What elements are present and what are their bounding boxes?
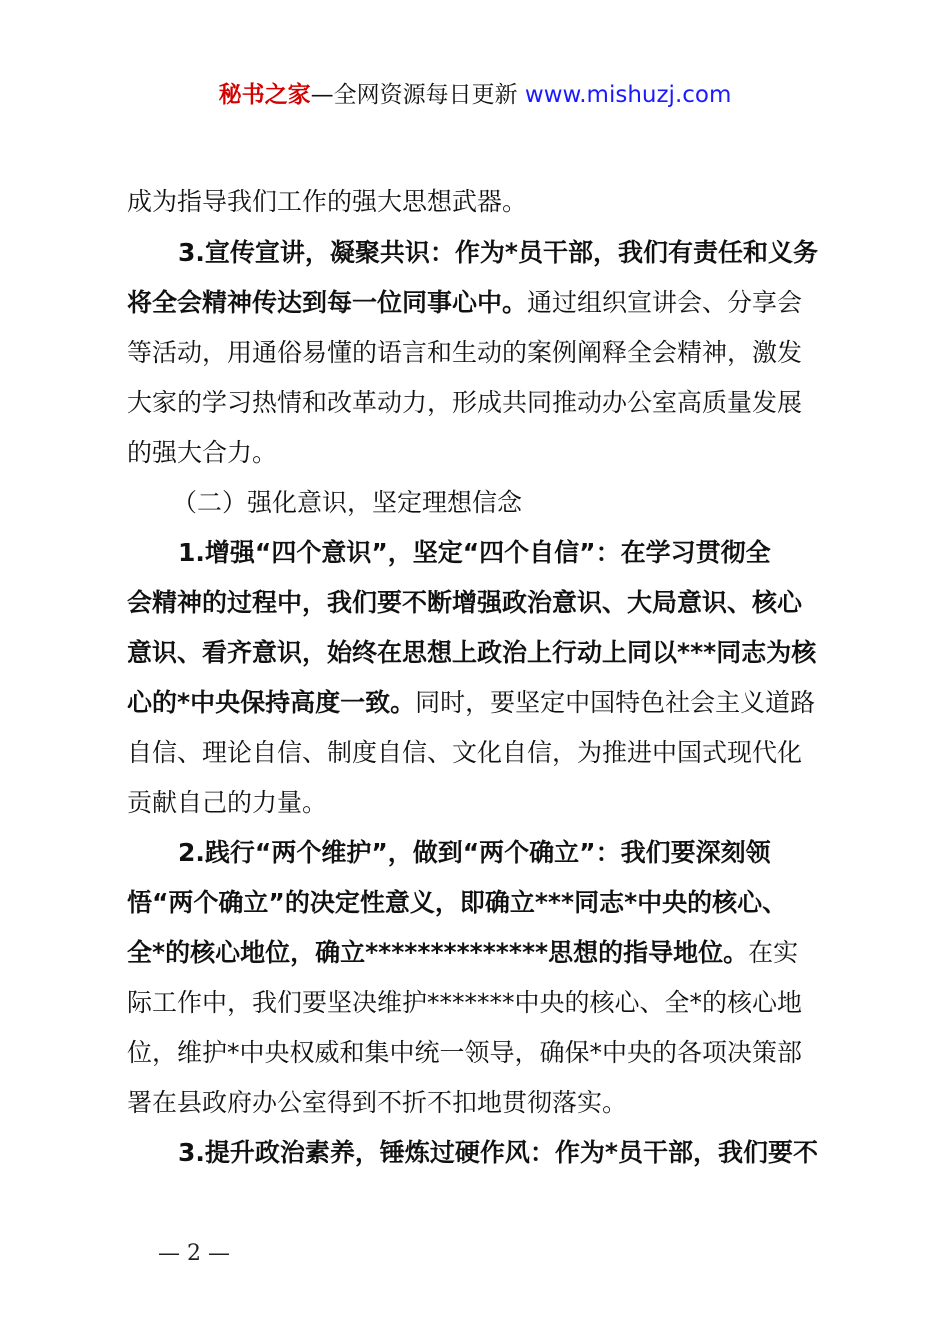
page-number: — 2 — [158,1241,230,1266]
normal-text: 的强大合力。 [127,438,278,467]
text-line [127,983,802,1023]
text-line [127,433,277,473]
normal-text: （二）强化意识，坚定理想信念 [172,488,523,517]
normal-text: 在实 [748,938,799,967]
section-heading [172,483,522,523]
text-line [127,583,802,623]
text-line [127,933,798,973]
bold-text: 会精神的过程中，我们要不断增强政治意识、大局意识、核心 [127,588,803,617]
text-line [127,733,802,773]
text-line [127,633,816,673]
bold-text: 全*的核心地位，确立**************思想的指导地位。 [127,938,749,967]
normal-text: 通过组织宣讲会、分享会 [527,288,803,317]
bold-text: 1.增强“四个意识”，坚定“四个自信”：在学习贯彻全 [178,538,771,567]
text-line [178,233,818,273]
normal-text: 位，维护*中央权威和集中统一领导，确保*中央的各项决策部 [127,1038,803,1067]
text-line [178,533,771,573]
text-line [178,833,771,873]
text-line [127,383,802,423]
bold-text: 3.宣传宣讲，凝聚共识：作为*员干部，我们有责任和义务 [178,238,818,267]
text-line [127,1083,627,1123]
text-line [127,1033,802,1073]
normal-text: 署在县政府办公室得到不折不扣地贯彻落实。 [127,1088,628,1117]
normal-text: 自信、理论自信、制度自信、文化自信，为推进中国式现代化 [127,738,803,767]
text-line [127,182,527,222]
text-line [127,783,327,823]
normal-text: 同时，要坚定中国特色社会主义道路 [415,688,816,717]
site-url[interactable]: www.mishuzj.com [524,82,732,108]
normal-text: 成为指导我们工作的强大思想武器。 [127,187,528,216]
bold-text: 3.提升政治素养，锤炼过硬作风：作为*员干部，我们要不 [178,1138,818,1167]
normal-text: 大家的学习热情和改革动力，形成共同推动办公室高质量发展 [127,388,803,417]
normal-text: 等活动，用通俗易懂的语言和生动的案例阐释全会精神，激发 [127,338,803,367]
bold-text: 2.践行“两个维护”，做到“两个确立”：我们要深刻领 [178,838,771,867]
normal-text: 贡献自己的力量。 [127,788,328,817]
normal-text: 际工作中，我们要坚决维护*******中央的核心、全*的核心地 [127,988,803,1017]
site-tagline: —全网资源每日更新 [310,82,518,108]
text-line [127,683,815,723]
bold-text: 意识、看齐意识，始终在思想上政治上行动上同以***同志为核 [127,638,817,667]
text-line [127,883,787,923]
text-line [178,1133,818,1173]
bold-text: 心的*中央保持高度一致。 [127,688,416,717]
text-line [127,283,802,323]
bold-text: 将全会精神传达到每一位同事心中。 [127,288,528,317]
text-line [127,333,802,373]
bold-text: 悟“两个确立”的决定性意义，即确立***同志*中央的核心、 [127,888,788,917]
site-brand: 秘书之家 [218,82,311,108]
site-header [0,78,950,112]
